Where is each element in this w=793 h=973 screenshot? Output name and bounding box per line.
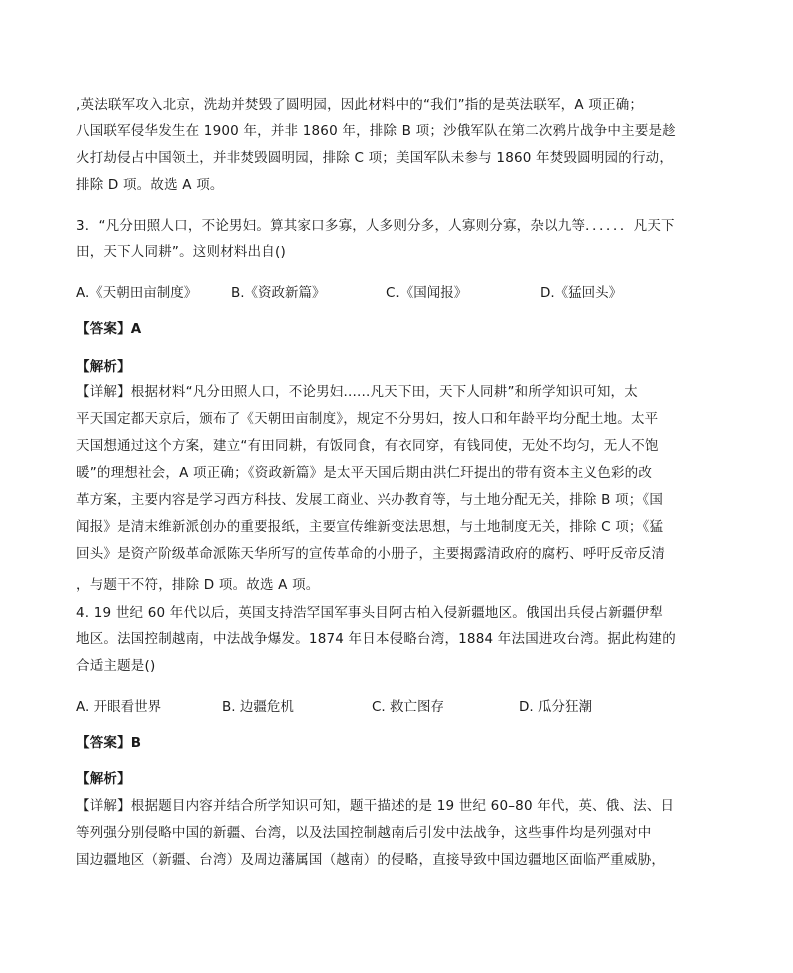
question-4-stem: 地区。法国控制越南，中法战争爆发。1874 年日本侵略台湾，1884 年法国进攻台湾。据此构建的 <box>76 631 676 647</box>
detail-line: 等列强分别侵略中国的新疆、台湾，以及法国控制越南后引发中法战争，这些事件均是列强对中 <box>76 825 652 841</box>
detail-line: ，与题干不符，排除 D 项。故选 A 项。 <box>76 577 320 593</box>
option-c: C.《国闻报》 <box>386 285 468 301</box>
detail-line: 平天国定都天京后，颁布了《天朝田亩制度》，规定不分男妇，按人口和年龄平均分配土地。太平 <box>76 411 659 427</box>
option-d: D.《猛回头》 <box>540 285 623 301</box>
question-3-stem: 3．“凡分田照人口，不论男妇。算其家口多寡，人多则分多，人寡则分寡，杂以九等．．．．．．凡天下 <box>76 218 675 234</box>
answer-label: 【答案】B <box>76 735 142 751</box>
detail-line: 革方案，主要内容是学习西方科技、发展工商业、兴办教育等，与土地分配无关，排除 B 项；《国 <box>76 492 664 508</box>
option-b: B. 边疆危机 <box>222 699 294 715</box>
detail-line: 【详解】根据题目内容并结合所学知识可知，题干描述的是 19 世纪 60–80 年代，英、俄、法、日 <box>76 798 675 814</box>
option-a: A. 开眼看世界 <box>76 699 162 715</box>
option-c: C. 救亡图存 <box>372 699 445 715</box>
text-line: 排除 D 项。故选 A 项。 <box>76 177 224 193</box>
question-4-stem: 合适主题是() <box>76 658 156 674</box>
analysis-label: 【解析】 <box>76 771 131 787</box>
option-a: A.《天朝田亩制度》 <box>76 285 198 301</box>
text-line: 八国联军侵华发生在 1900 年，并非 1860 年，排除 B 项；沙俄军队在第二次鸦片战争中主要是趁 <box>76 123 676 139</box>
option-b: B.《资政新篇》 <box>231 285 326 301</box>
detail-line: 回头》是资产阶级革命派陈天华所写的宣传革命的小册子，主要揭露清政府的腐朽、呼吁反帝反清 <box>76 546 666 562</box>
analysis-label: 【解析】 <box>76 359 131 375</box>
question-3-stem: 田，天下人同耕”。这则材料出自() <box>76 244 286 260</box>
detail-line: 国边疆地区（新疆、台湾）及周边藩属国（越南）的侵略，直接导致中国边疆地区面临严重威胁， <box>76 852 666 868</box>
detail-line: 【详解】根据材料“凡分田照人口，不论男妇......凡天下田，天下人同耕”和所学知识可知，太 <box>76 384 638 400</box>
answer-label: 【答案】A <box>76 321 142 337</box>
detail-line: 闻报》是清末维新派创办的重要报纸，主要宣传维新变法思想，与土地制度无关，排除 C 项；《猛 <box>76 519 664 535</box>
option-d: D. 瓜分狂潮 <box>519 699 592 715</box>
text-line: 火打劫侵占中国领土，并非焚毁圆明园，排除 C 项；美国军队未参与 1860 年焚毁圆明园的行动， <box>76 150 674 166</box>
detail-line: 天国想通过这个方案，建立“有田同耕，有饭同食，有衣同穿，有钱同使，无处不均匀，无人不饱 <box>76 438 659 454</box>
question-4-stem: 4. 19 世纪 60 年代以后，英国支持浩罕国军事头目阿古柏入侵新疆地区。俄国出兵侵占新疆伊犁 <box>76 605 664 621</box>
detail-line: 暖”的理想社会，A 项正确；《资政新篇》是太平天国后期由洪仁玕提出的带有资本主义色彩的改 <box>76 465 653 481</box>
text-line: ,英法联军攻入北京，洗劫并焚毁了圆明园，因此材料中的“我们”指的是英法联军，A 项正确； <box>76 97 644 113</box>
